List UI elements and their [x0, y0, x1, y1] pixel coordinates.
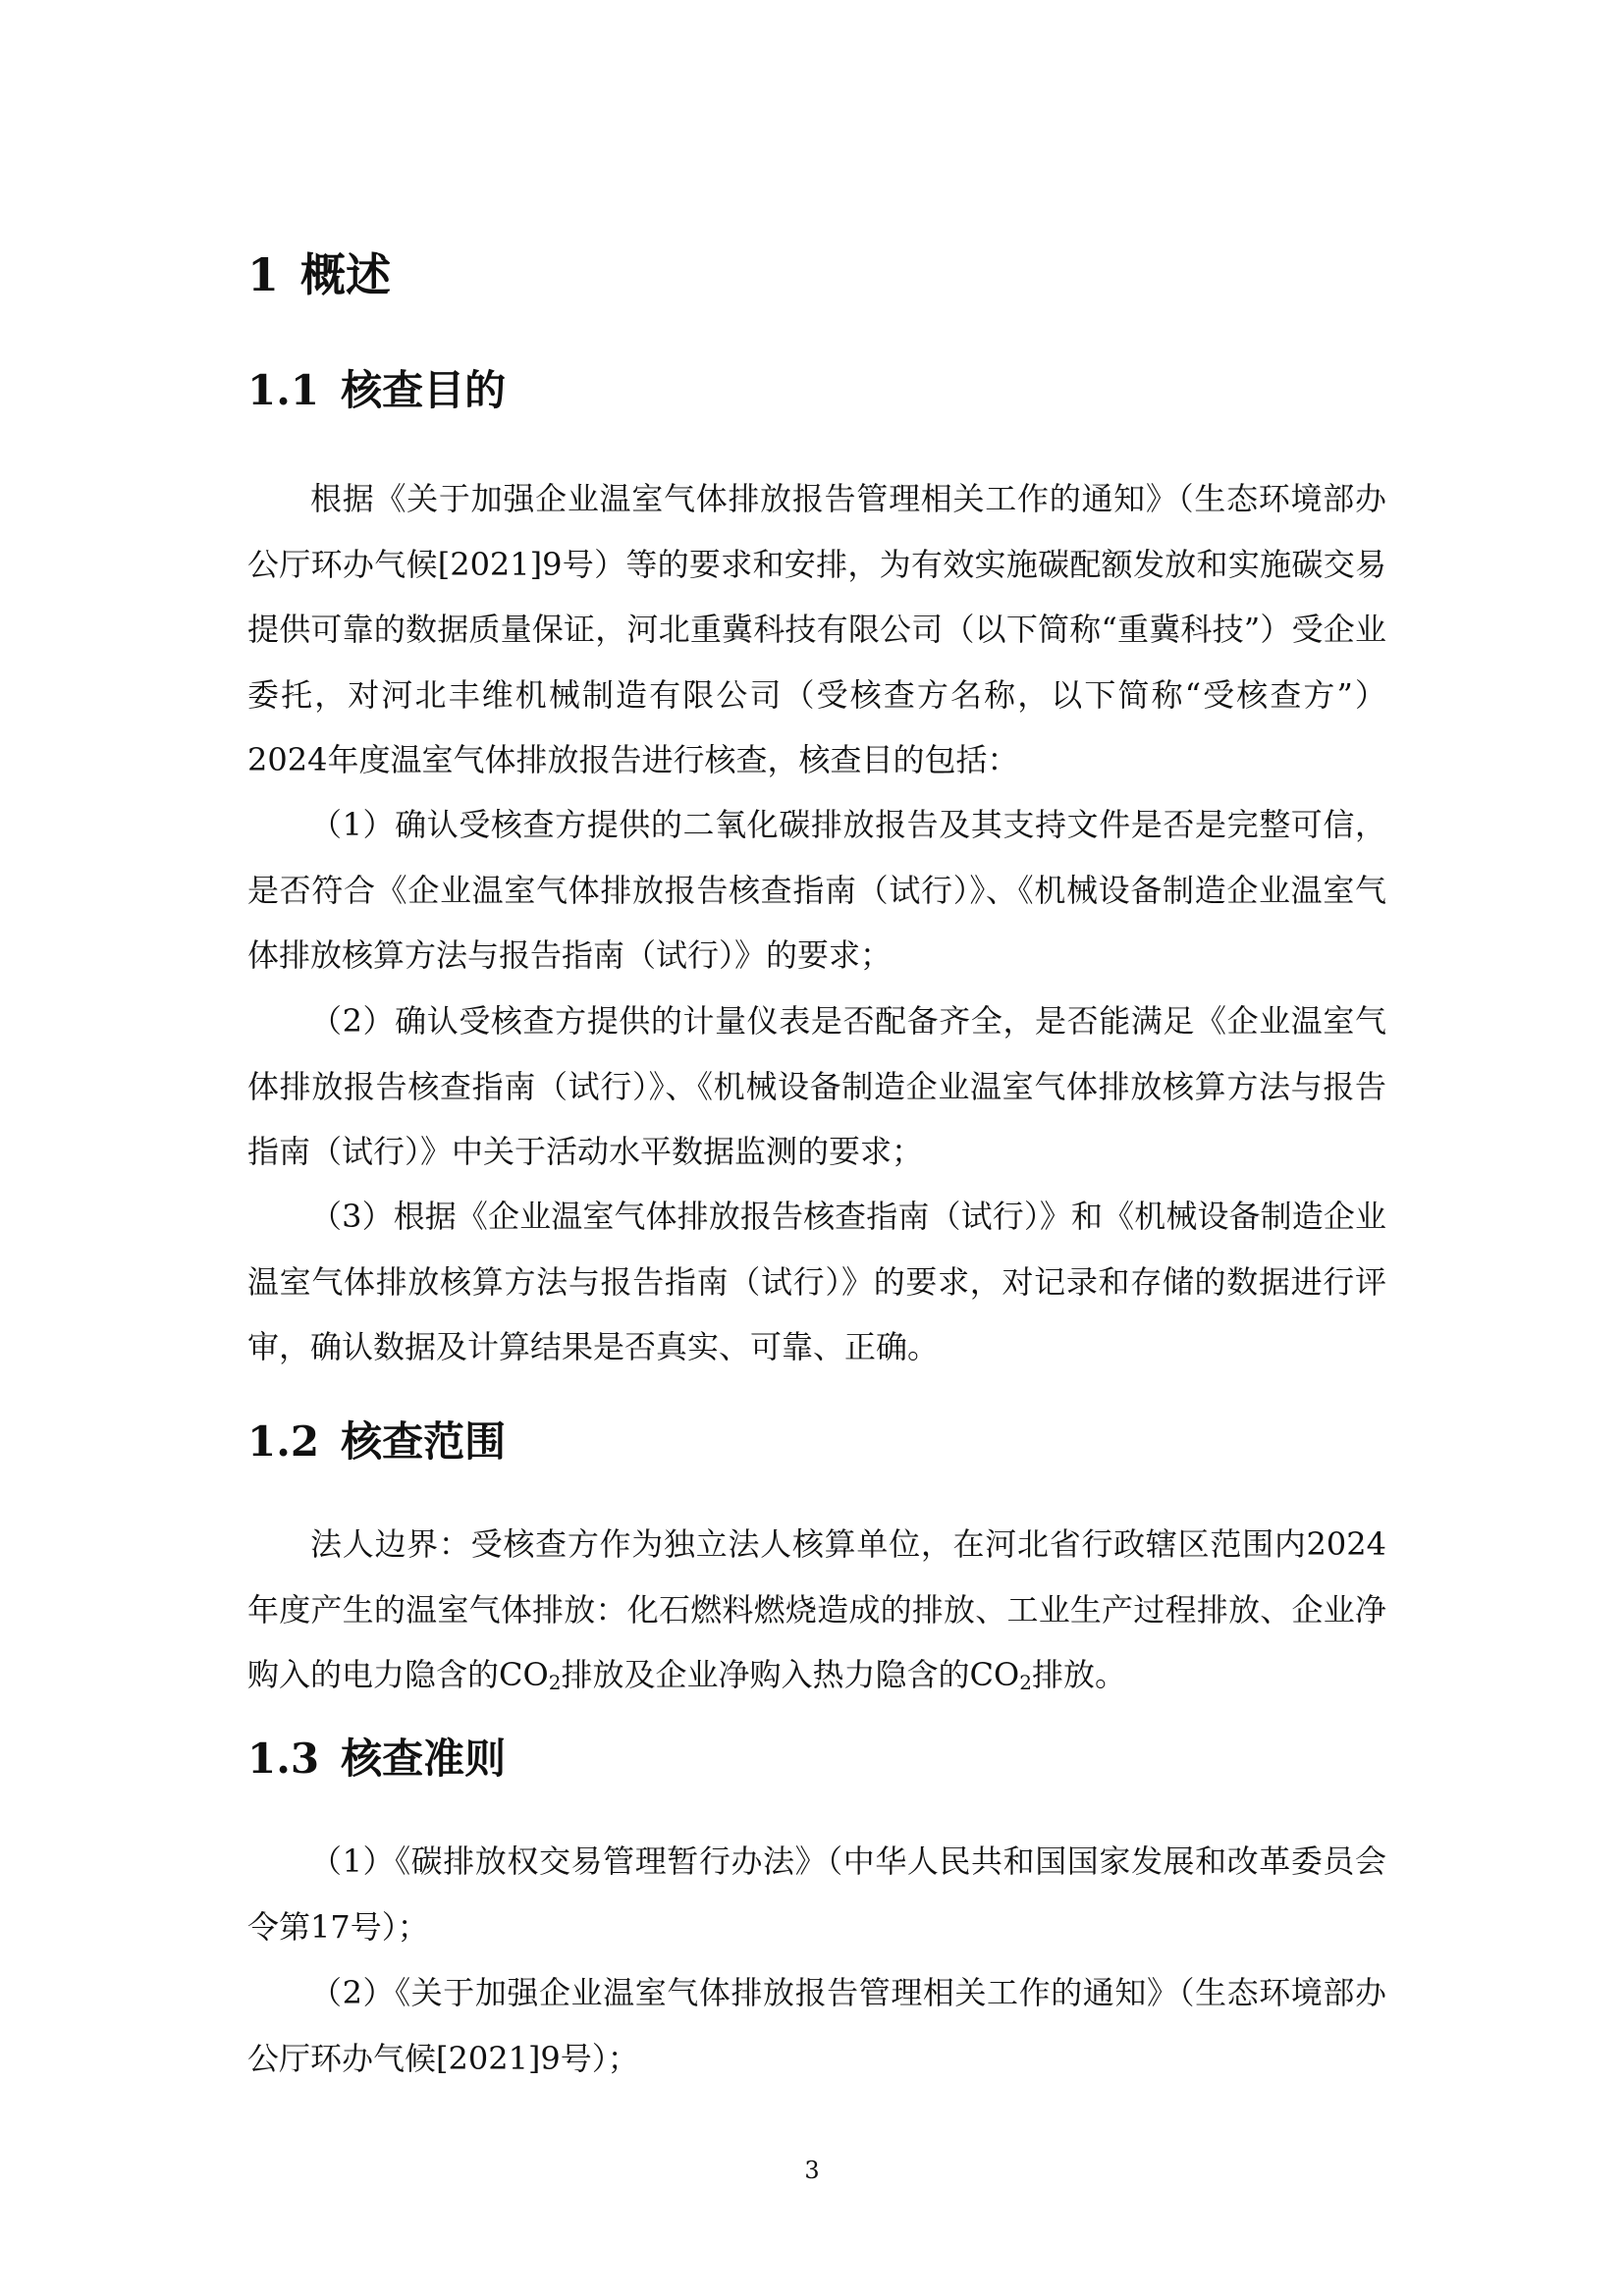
paragraph-criteria-item-1: （1）《碳排放权交易管理暂行办法》（中华人民共和国国家发展和改革委员会令第17号）； — [247, 1842, 1386, 1946]
subscript-2: 2 — [1019, 1671, 1032, 1694]
paragraph-purpose-item-3: （3）根据《企业温室气体排放报告核查指南（试行）》和《机械设备制造企业温室气体排放核算方法与报告指南（试行）》的要求，对记录和存储的数据进行评审，确认数据及计算结果是否真实、可靠、正确。 — [247, 1198, 1386, 1365]
subsection-number: 1.1 — [247, 366, 320, 414]
section-heading — [247, 245, 391, 304]
paragraph-criteria-item-2: （2）《关于加强企业温室气体排放报告管理相关工作的通知》（生态环境部办公厅环办气候[2021]9号）； — [247, 1974, 1386, 2077]
paragraph-purpose-intro: 根据《关于加强企业温室气体排放报告管理相关工作的通知》（生态环境部办公厅环办气候[2021]9号）等的要求和安排，为有效实施碳配额发放和实施碳交易提供可靠的数据质量保证，河北重冀科技有限公司（以下简称“重冀科技”）受企业委托，对河北丰维机械制造有限公司（受核查方名称，以下简称“受核查方”）2024年度温室气体排放报告进行核查，核查目的包括： — [247, 480, 1386, 778]
paragraph-purpose-item-1: （1）确认受核查方提供的二氧化碳排放报告及其支持文件是否是完整可信，是否符合《企业温室气体排放报告核查指南（试行）》、《机械设备制造企业温室气体排放核算方法与报告指南（试行）》的要求； — [247, 806, 1386, 974]
subsection-title: 核查目的 — [341, 366, 507, 414]
subscript-2: 2 — [548, 1671, 562, 1694]
scope-text-3: 排放。 — [1031, 1656, 1126, 1693]
subsection-title: 核查范围 — [341, 1417, 507, 1466]
scope-text-2: 排放及企业净购入热力隐含的CO — [561, 1656, 1020, 1693]
section-title: 概述 — [300, 248, 392, 301]
subsection-heading-1-3 — [247, 1732, 506, 1787]
subsection-number: 1.3 — [247, 1735, 320, 1783]
subsection-heading-1-2 — [247, 1415, 506, 1469]
paragraph-scope — [247, 1512, 1386, 1708]
paragraph-purpose-item-2: （2）确认受核查方提供的计量仪表是否配备齐全，是否能满足《企业温室气体排放报告核查指南（试行）》、《机械设备制造企业温室气体排放核算方法与报告指南（试行）》中关于活动水平数据监测的要求； — [247, 1002, 1386, 1170]
subsection-number: 1.2 — [247, 1417, 320, 1466]
page-number: 3 — [804, 2157, 820, 2184]
section-number: 1 — [247, 248, 280, 301]
subsection-title: 核查准则 — [341, 1735, 507, 1783]
scope-text-1: 法人边界：受核查方作为独立法人核算单位，在河北省行政辖区范围内2024年度产生的温室气体排放：化石燃料燃烧造成的排放、工业生产过程排放、企业净购入的电力隐含的CO — [247, 1525, 1386, 1693]
subsection-heading-1-1 — [247, 363, 506, 418]
